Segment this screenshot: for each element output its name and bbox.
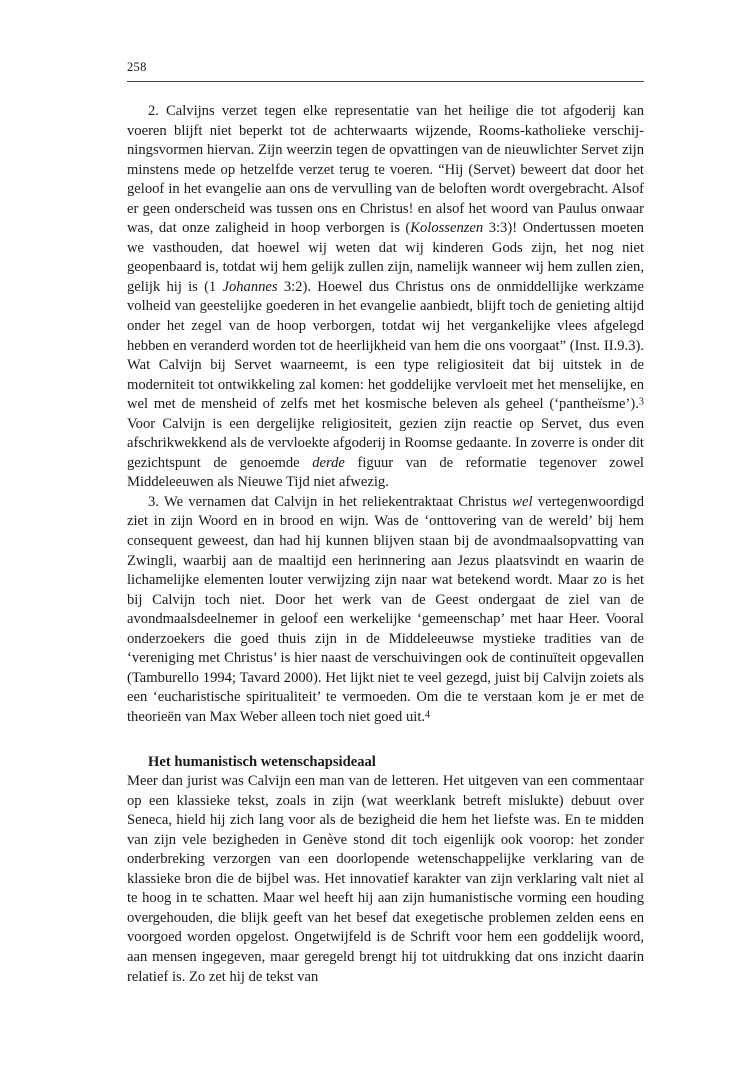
paragraph-3-reliekentraktaat [127, 493, 644, 728]
text-span: vertegenwoordigd ziet in zijn Woord en in brood en wijn. Was de ‘onttovering van de wereld’ bij hem consequent geweest, dan had hij kunnen blijven staan bij de avondmaalsopvatting van Zwingli, waarbij aan de maaltijd een herinnering aan Jezus plaatsvindt en waarin de lichamelijke elementen louter verwijzing zijn naar wat betekend wordt. Maar zo is het bij Calvijn toch niet. Door het werk van de Geest ondergaat de ziel van de avondmaalsdeelnemer in geloof een werkelijke ‘gemeenschap’ met haar Heer. Vooral onderzoekers die goed thuis zijn in de Middeleeuwse mystieke tradities van de ‘vereniging met Christus’ is hier naast de verschuivingen ook de continuïteit opgevallen (Tamburello 1994; Tavard 2000). Het lijkt niet te veel gezegd, juist bij Calvijn zoiets als een ‘eucharistische spiritualiteit’ te vermoeden. Om die te verstaan kom je er met de theorieën van Max Weber alleen toch niet goed uit. [127, 493, 645, 725]
text-span: Voor Calvijn is een dergelijke religiositeit, gezien zijn reactie op Servet, dus even afschrikwekkend als de vervloekte afgoderij in Roomse gedaante. In zoverre is onder dit gezichtspunt de genoemde [127, 415, 644, 471]
paragraph-2-calvijns-verzet [127, 102, 644, 493]
text-span: 2. Calvijns verzet tegen elke representatie van het heilige die tot afgoderij kan voeren blijft niet beperkt tot de achterwaarts wijzende, Rooms-katholieke verschijningsvormen hiervan. Zijn weerzin tegen de opvattingen van de nieuwlichter Servet zijn minstens mede op hetzelfde verzet terug te voeren. “Hij (Servet) beweert dat door het geloof in het evangelie aan ons de vervulling van de beloften wordt overgebracht. Alsof er geen onderscheid was tussen ons en Christus! en alsof het woord van Paulus onwaar was, dat onze zaligheid in hoop verborgen is ( [127, 103, 644, 237]
text-span: 3:3)! Ondertussen moeten we vasthouden, dat hoewel wij weten dat wij kinderen Gods zijn, het nog niet geopenbaard is, totdat wij hem gelijk zullen zijn, namelijk wanneer wij hem zullen zien, gelijk hij is (1 [127, 220, 644, 295]
text-span: figuur van de reformatie tegenover zowel Middeleeuwen als Nieuwe Tijd niet afwezig. [127, 454, 644, 491]
italic-span: wel [512, 493, 533, 510]
footnote-marker: 4 [425, 709, 431, 721]
text-span: 3. We vernamen dat Calvijn in het reliekentraktaat Christus [148, 493, 513, 510]
footnote-marker: 3 [638, 396, 644, 408]
text-span: 3:2). Hoewel dus Christus ons de onmiddellijke werkzame volheid van geestelijke goederen in het evangelie aanbiedt, blijft toch de genieting altijd onder het zegel van de hoop verborgen, totdat wij het vergankelijke vlees afgelegd hebben en veranderd worden tot de heerlijkheid van hem die ons voorgaat” (Inst. II.9.3). Wat Calvijn bij Servet waarneemt, is een type religiositeit dat bij uitstek in de moderniteit tot ontwikkeling zal komen: het goddelijke vervloeit met het menselijke, en wel met de mensheid of zelfs met het kosmische beleven als geheel (‘pantheïsme’). [127, 278, 644, 413]
text-body [127, 102, 644, 987]
italic-span: derde [312, 454, 345, 471]
italic-span: Kolossenzen [410, 220, 484, 237]
page-number: 258 [127, 60, 147, 74]
section-heading: Het humanistisch wetenschapsideaal [148, 753, 376, 770]
section-paragraph: Meer dan jurist was Calvijn een man van de letteren. Het uitgeven van een commentaar op een klassieke tekst, zoals in zijn (wat weerklank betreft mislukte) debuut over Seneca, hield hij zich lang voor als de bezigheid die hem het liefste was. En te midden van zijn vele bezigheden in Genève stond dit toch eigenlijk ook voorop: het zonder onderbreking verzorgen van een doorlopende wetenschappelijke verklaring van de klassieke bron die de bijbel was. Het innovatief karakter van zijn verklaring valt niet al te hoog in te schatten. Maar wel heeft hij aan zijn humanistische vorming een houding overgehouden, die blijk geeft van het besef dat exegetische problemen zelden eens en voorgoed worden opgelost. Ongetwijfeld is de Schrift voor hem een goddelijk woord, aan mensen ingegeven, maar geregeld brengt hij tot uitdrukking dat ons inzicht daarin relatief is. Zo zet hij de tekst van [127, 773, 644, 985]
italic-span: Johannes [222, 278, 278, 295]
header-rule [127, 81, 644, 82]
